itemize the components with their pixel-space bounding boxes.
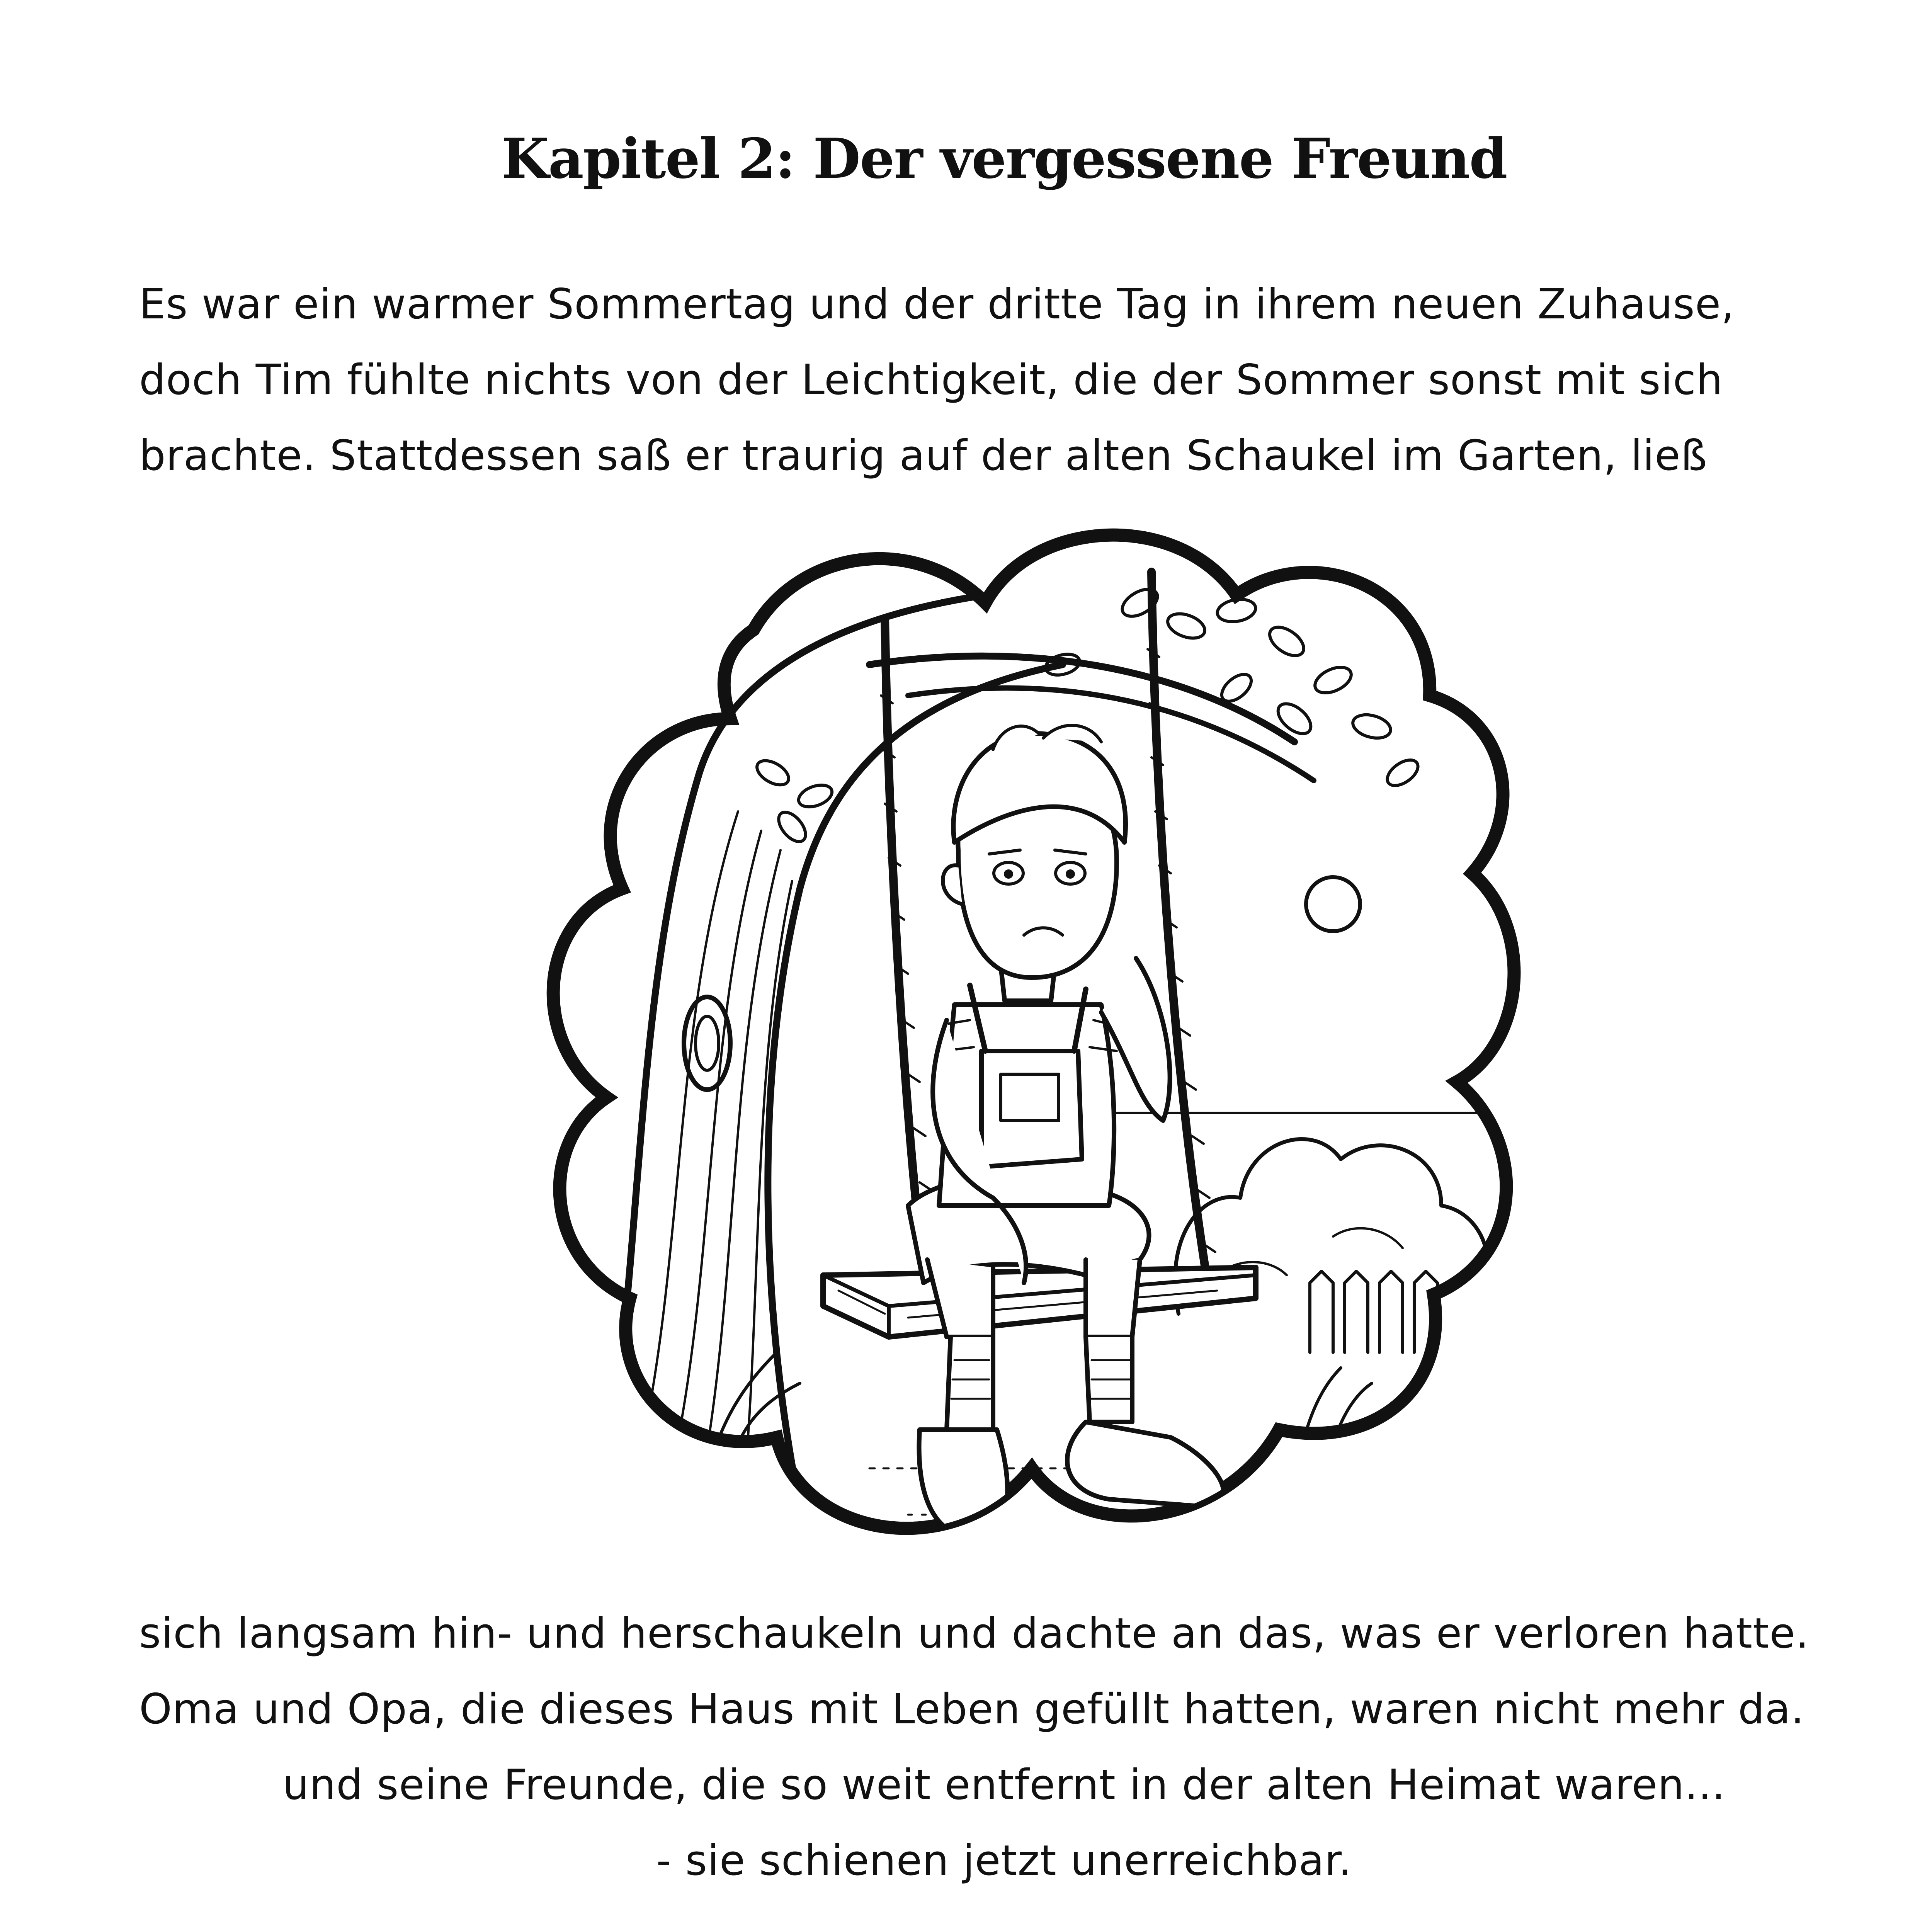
paragraph-line: Oma und Opa, die dieses Haus mit Leben gefüllt hatten, waren nicht mehr da. bbox=[139, 1685, 1805, 1733]
swing-boy-illustration bbox=[483, 502, 1565, 1623]
paragraph-top bbox=[139, 267, 1901, 494]
chapter-title: Kapitel 2: Der vergessene Freund bbox=[501, 127, 1507, 191]
paragraph-line: doch Tim fühlte nichts von der Leichtigkeit, die der Sommer sonst mit sich bbox=[139, 356, 1723, 404]
paragraph-line: brachte. Stattdessen saß er traurig auf der alten Schaukel im Garten, ließ bbox=[139, 432, 1708, 480]
paragraph-line-centered: - sie schienen jetzt unerreichbar. bbox=[656, 1837, 1352, 1885]
paragraph-line-centered: und seine Freunde, die so weit entfernt in der alten Heimat waren... bbox=[282, 1761, 1726, 1809]
paragraph-line: Es war ein warmer Sommertag und der dritte Tag in ihrem neuen Zuhause, bbox=[139, 280, 1735, 328]
paragraph-bottom bbox=[139, 1596, 1901, 1747]
paragraph-line: sich langsam hin- und herschaukeln und dachte an das, was er verloren hatte. bbox=[139, 1609, 1810, 1658]
